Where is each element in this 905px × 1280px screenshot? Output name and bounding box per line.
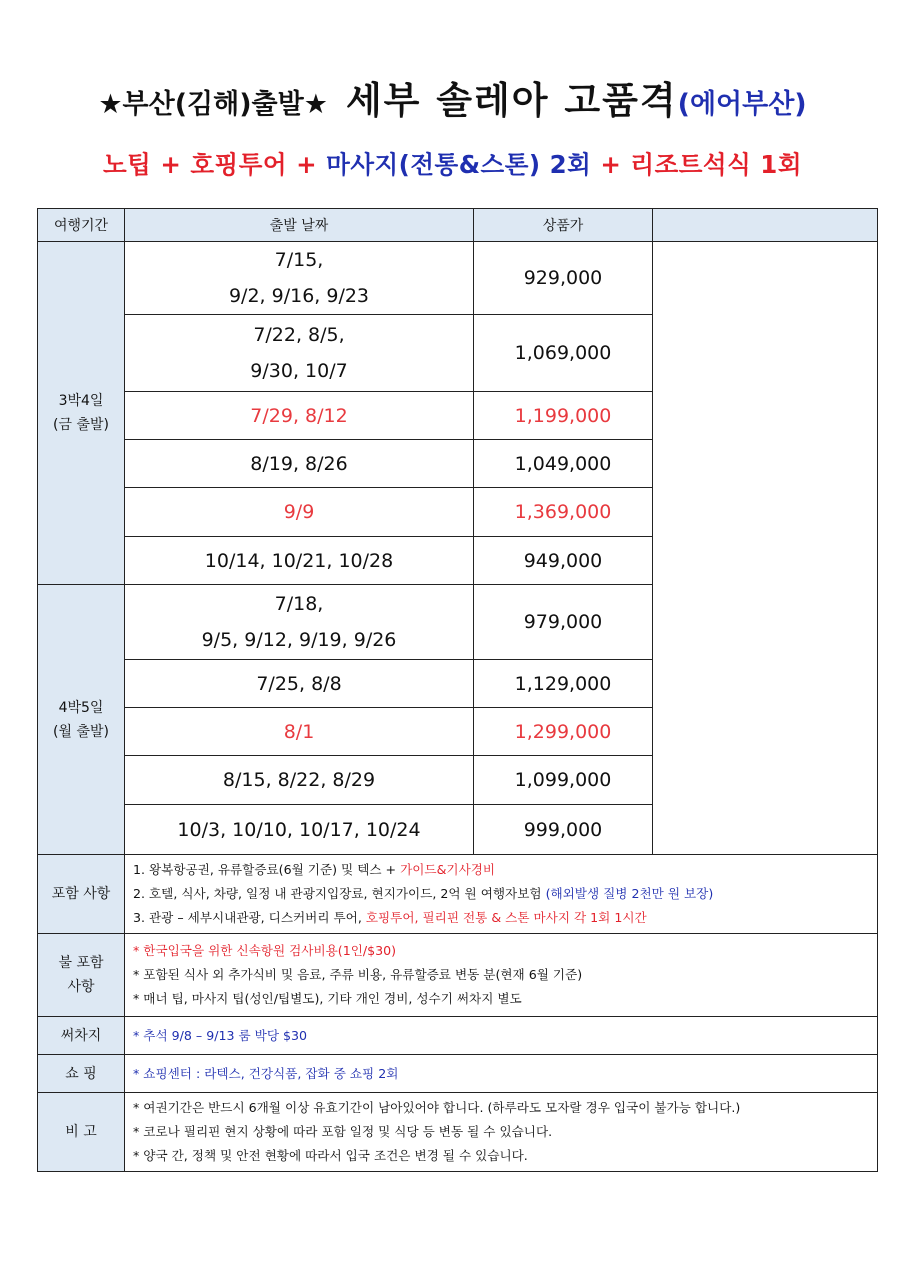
period-cell [38, 585, 125, 855]
info-text: * 양국 간, 정책 및 안전 현황에 따라서 입국 조건은 변경 될 수 있습니다. [133, 1148, 528, 1163]
info-line [133, 1144, 877, 1168]
dates-cell [125, 756, 474, 805]
info-line [133, 1062, 877, 1086]
dates-line-2: 9/5, 9/12, 9/19, 9/26 [201, 629, 397, 651]
title-main: 세부 솔레아 고품격 [345, 79, 678, 122]
info-label: 불 포함 사항 [38, 934, 125, 1017]
header-extra [653, 209, 878, 242]
info-line [133, 1096, 877, 1120]
info-content [125, 934, 878, 1017]
price-cell: 999,000 [474, 805, 653, 855]
period-line-1: 4박5일 [58, 699, 104, 716]
dates-cell [125, 488, 474, 537]
title-airline: (에어부산) [677, 89, 807, 120]
info-content [125, 1017, 878, 1055]
table-header-row [38, 209, 878, 242]
info-text: 가이드&기사경비 [400, 862, 496, 877]
info-line [133, 1120, 877, 1144]
dates-line-1: 7/18, [274, 593, 324, 615]
info-text: * 매너 팁, 마사지 팁(성인/팁별도), 기타 개인 경비, 성수기 써차지 별도 [133, 991, 522, 1006]
dates-cell [125, 708, 474, 756]
price-cell: 1,369,000 [474, 488, 653, 537]
info-text: * 추석 9/8 – 9/13 룸 박당 $30 [133, 1027, 308, 1043]
header-price: 상품가 [474, 209, 653, 242]
dates-line-1: 7/29, 8/12 [250, 404, 348, 427]
remarks-row [38, 1093, 878, 1172]
info-text: 호핑투어, 필리핀 전통 & 스톤 마사지 각 1회 1시간 [365, 910, 647, 925]
dates-cell [125, 660, 474, 708]
info-text: (해외발생 질병 2천만 원 보장) [545, 886, 714, 901]
dates-line-1: 7/15, [274, 249, 324, 271]
blank-column [653, 242, 878, 855]
title-prefix: ★부산(김해)출발★ [98, 89, 328, 120]
table-row [38, 242, 878, 315]
info-label: 포함 사항 [38, 855, 125, 934]
period-line-2: (금 출발) [53, 417, 109, 433]
info-content [125, 1055, 878, 1093]
price-cell: 1,099,000 [474, 756, 653, 805]
dates-cell [125, 585, 474, 660]
dates-line-1: 7/22, 8/5, [253, 324, 345, 346]
dates-line-1: 10/3, 10/10, 10/17, 10/24 [177, 818, 421, 841]
info-line [133, 1024, 877, 1048]
info-text: 2. 호텔, 식사, 차량, 일정 내 관광지입장료, 현지가이드, 2억 원 여행자보험 [133, 886, 546, 901]
info-text: * 포함된 식사 외 추가식비 및 음료, 주류 비용, 유류할증료 변동 분(현재 6월 기준) [133, 967, 583, 982]
info-line [133, 987, 877, 1011]
dates-line-1: 8/19, 8/26 [250, 452, 348, 475]
period-line-2: (월 출발) [53, 723, 109, 740]
dates-cell [125, 392, 474, 440]
info-label: 써차지 [38, 1017, 125, 1055]
price-table [37, 208, 878, 1172]
subtitle-part-1: 노팁 + 호핑투어 + [102, 150, 327, 179]
info-line [133, 939, 877, 963]
dates-line-1: 10/14, 10/21, 10/28 [204, 549, 394, 572]
info-text: * 여권기간은 반드시 6개월 이상 유효기간이 남아있어야 합니다. (하루라도 모자랄 경우 입국이 불가능 합니다.) [133, 1100, 741, 1115]
info-line [133, 882, 877, 906]
price-cell: 929,000 [474, 242, 653, 315]
info-line [133, 906, 877, 930]
info-text: * 한국입국을 위한 신속항원 검사비용(1인/$30) [133, 943, 397, 958]
price-cell: 1,299,000 [474, 708, 653, 756]
dates-cell [125, 242, 474, 315]
dates-cell [125, 440, 474, 488]
header-dates: 출발 날짜 [125, 209, 474, 242]
dates-line-1: 8/1 [283, 720, 315, 743]
info-text: * 코로나 필리핀 현지 상황에 따라 포함 일정 및 식당 등 변동 될 수 있습니다. [133, 1124, 553, 1139]
info-label: 쇼 핑 [38, 1055, 125, 1093]
info-line [133, 963, 877, 987]
info-text: 1. 왕복항공권, 유류할증료(6월 기준) 및 텍스 + [133, 862, 401, 877]
info-line [133, 858, 877, 882]
info-label: 비 고 [38, 1093, 125, 1172]
surcharge-row [38, 1017, 878, 1055]
price-cell: 1,129,000 [474, 660, 653, 708]
page-title [0, 70, 905, 124]
dates-line-2: 9/30, 10/7 [250, 360, 348, 382]
dates-cell [125, 315, 474, 392]
info-content [125, 855, 878, 934]
dates-cell [125, 805, 474, 855]
price-cell: 949,000 [474, 537, 653, 585]
info-content [125, 1093, 878, 1172]
dates-line-1: 8/15, 8/22, 8/29 [222, 769, 376, 791]
page-subtitle [0, 146, 905, 181]
subtitle-part-2: 마사지(전통&스톤) 2회 [326, 150, 592, 179]
info-text: * 쇼핑센터 : 라텍스, 건강식품, 잡화 중 쇼핑 2회 [133, 1065, 399, 1081]
price-cell: 979,000 [474, 585, 653, 660]
info-text: 3. 관광 – 세부시내관광, 디스커버리 투어, [133, 910, 366, 925]
price-cell: 1,049,000 [474, 440, 653, 488]
price-cell: 1,199,000 [474, 392, 653, 440]
dates-cell [125, 537, 474, 585]
subtitle-part-3: + 리조트석식 1회 [591, 150, 803, 179]
excluded-row [38, 934, 878, 1017]
period-cell [38, 242, 125, 585]
dates-line-1: 9/9 [283, 501, 315, 523]
shopping-row [38, 1055, 878, 1093]
dates-line-1: 7/25, 8/8 [256, 672, 342, 695]
header-period: 여행기간 [38, 209, 125, 242]
price-cell: 1,069,000 [474, 315, 653, 392]
period-line-1: 3박4일 [58, 393, 104, 409]
included-row [38, 855, 878, 934]
dates-line-2: 9/2, 9/16, 9/23 [228, 285, 370, 307]
